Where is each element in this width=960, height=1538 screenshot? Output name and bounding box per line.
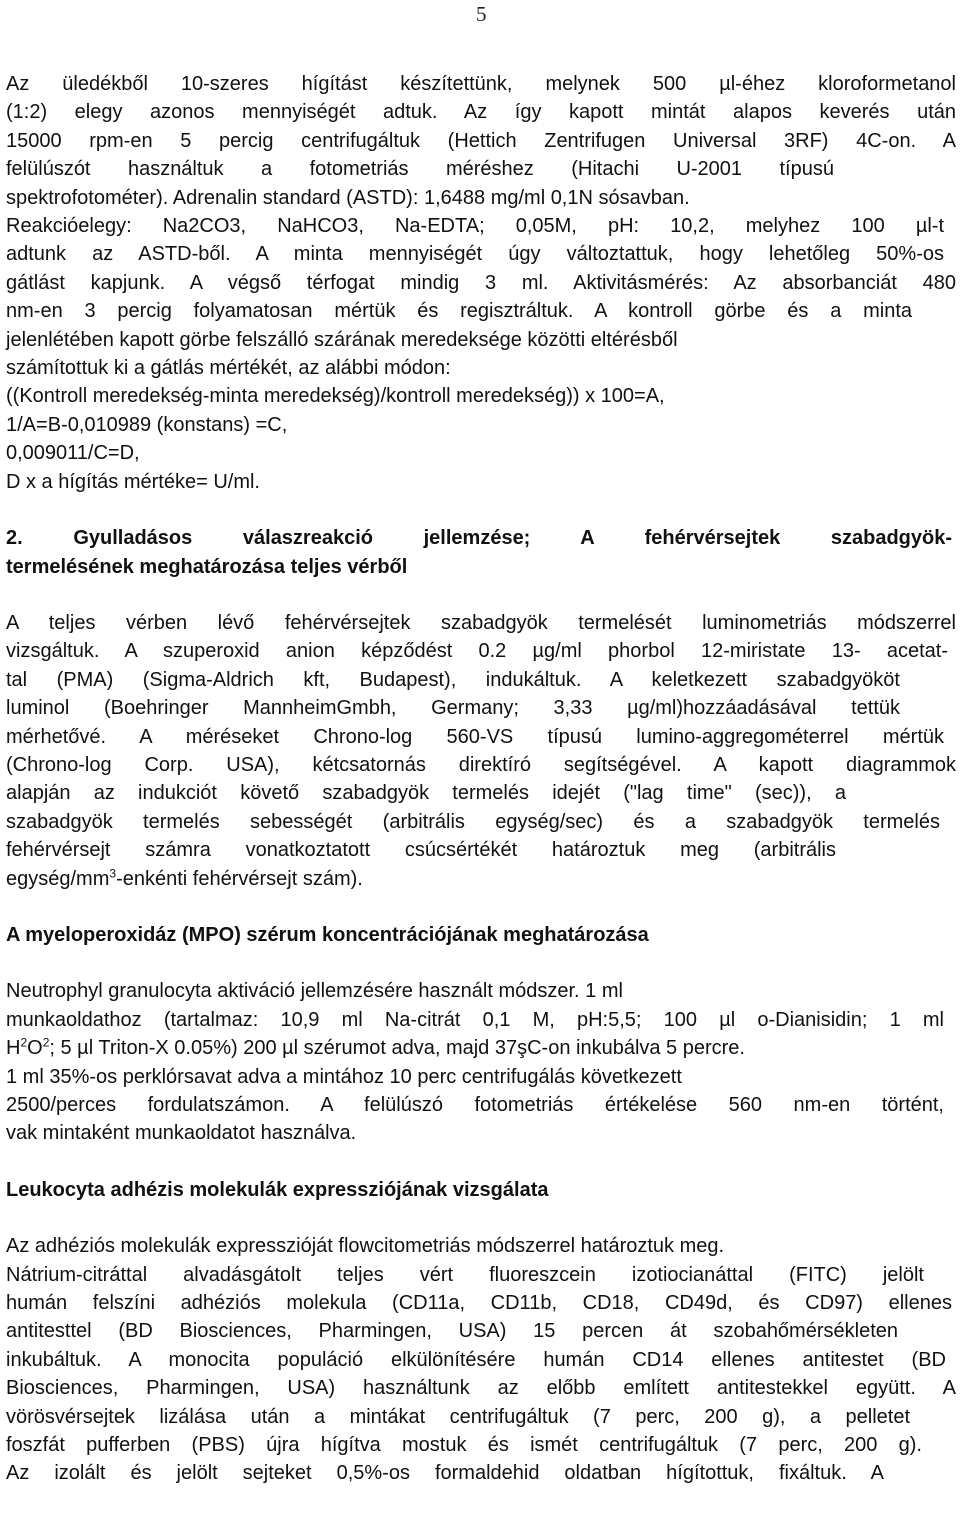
leukocyte-paragraph xyxy=(6,1232,956,1488)
superscript: 3 xyxy=(109,865,117,880)
text-line: fehérvérsejt számra vonatkoztatott csúcsértékét határoztuk meg (arbitrális xyxy=(6,839,836,862)
mpo-paragraph xyxy=(6,977,956,1147)
text-fragment: -enkénti fehérvérsejt szám). xyxy=(116,867,363,890)
heading-line: 2. Gyulladásos válaszreakció jellemzése; A fehérvérsejtek szabadgyök- xyxy=(6,527,952,550)
text-fragment: O xyxy=(27,1037,43,1060)
page-number: 5 xyxy=(476,2,487,26)
text-line: vizsgáltuk. A szuperoxid anion képződést 0.2 µg/ml phorbol 12-miristate 13- acetat- xyxy=(6,640,948,663)
section-2-paragraph xyxy=(6,609,956,893)
mpo-heading xyxy=(6,921,956,949)
text-line: foszfát pufferben (PBS) újra hígítva mostuk és ismét centrifugáltuk (7 perc, 200 g). xyxy=(6,1434,922,1457)
text-line: 1/A=B-0,010989 (konstans) =C, xyxy=(6,413,288,436)
text-line xyxy=(6,865,956,893)
text-line: luminol (Boehringer MannheimGmbh, Germany; 3,33 µg/ml)hozzáadásával tettük xyxy=(6,697,900,720)
leukocyte-heading xyxy=(6,1176,956,1204)
text-line: vörösvérsejtek lizálása után a mintákat centrifugáltuk (7 perc, 200 g), a pelletet xyxy=(6,1405,910,1428)
section-2-heading xyxy=(6,524,956,581)
text-line: munkaoldathoz (tartalmaz: 10,9 ml Na-citrát 0,1 M, pH:5,5; 100 µl o-Dianisidin; 1 ml xyxy=(6,1008,944,1031)
text-line: (1:2) elegy azonos mennyiségét adtuk. Az így kapott mintát alapos keverés után xyxy=(6,101,956,124)
text-fragment: H xyxy=(6,1037,21,1060)
text-line: Neutrophyl granulocyta aktiváció jellemzésére használt módszer. 1 ml xyxy=(6,980,623,1003)
heading-line: Leukocyta adhézis molekulák expressziójának vizsgálata xyxy=(6,1178,549,1201)
text-line: adtunk az ASTD-ből. A minta mennyiségét úgy változtattuk, hogy lehetőleg 50%-os xyxy=(6,243,944,266)
text-line: humán felszíni adhéziós molekula (CD11a, CD11b, CD18, CD49d, és CD97) ellenes xyxy=(6,1292,952,1315)
text-line: alapján az indukciót követő szabadgyök termelés idejét ("lag time" (sec)), a xyxy=(6,782,846,805)
text-line: Az adhéziós molekulák expresszióját flowcitometriás módszerrel határoztuk meg. xyxy=(6,1235,725,1258)
text-line: 2500/perces fordulatszámon. A felülúszó fotometriás értékelése 560 nm-en történt, xyxy=(6,1094,944,1116)
text-line: Reakcióelegy: Na2CO3, NaHCO3, Na-EDTA; 0,05M, pH: 10,2, melyhez 100 µl-t xyxy=(6,215,944,238)
text-line: Biosciences, Pharmingen, USA) használtunk az előbb említett antitestekkel együtt. A xyxy=(6,1377,956,1400)
superscript: 2 xyxy=(42,1035,50,1050)
text-line: antitesttel (BD Biosciences, Pharmingen, USA) 15 percen át szobahőmérsékleten xyxy=(6,1320,898,1343)
heading-line: termelésének meghatározása teljes vérből xyxy=(6,555,408,578)
text-line: mérhetővé. A méréseket Chrono-log 560-VS típusú lumino-aggregométerrel mértük xyxy=(6,725,944,748)
text-line: vak mintaként munkaoldatot használva. xyxy=(6,1122,357,1145)
text-line: nm-en 3 percig folyamatosan mértük és regisztráltuk. A kontroll görbe és a minta xyxy=(6,300,912,323)
text-line: Nátrium-citráttal alvadásgátolt teljes vért fluoreszcein izotiocianáttal (FITC) jelölt xyxy=(6,1263,924,1286)
text-line xyxy=(6,1034,956,1062)
text-line: A teljes vérben lévő fehérvérsejtek szabadgyök termelését luminometriás módszerrel xyxy=(6,611,956,634)
text-line: spektrofotométer). Adrenalin standard (ASTD): 1,6488 mg/ml 0,1N sósavban. xyxy=(6,186,690,209)
text-line: D x a hígítás mértéke= U/ml. xyxy=(6,470,260,493)
text-line: 15000 rpm-en 5 percig centrifugáltuk (Hettich Zentrifugen Universal 3RF) 4C-on. A xyxy=(6,129,956,152)
text-line: Az izolált és jelölt sejteket 0,5%-os formaldehid oldatban hígítottuk, fixáltuk. A xyxy=(6,1462,884,1485)
intro-paragraph xyxy=(6,70,956,496)
text-line: szabadgyök termelés sebességét (arbitrális egység/sec) és a szabadgyök termelés xyxy=(6,810,940,833)
text-line: (Chrono-log Corp. USA), kétcsatornás direktíró segítségével. A kapott diagrammok xyxy=(6,753,956,776)
text-line: 0,009011/C=D, xyxy=(6,442,140,465)
text-line: felülúszót használtuk a fotometriás méréshez (Hitachi U-2001 típusú xyxy=(6,158,834,181)
text-line: 1 ml 35%-os perklórsavat adva a mintához 10 perc centrifugálás következett xyxy=(6,1065,682,1088)
document-body xyxy=(6,70,956,1488)
text-fragment: ; 5 µl Triton-X 0.05%) 200 µl szérumot adva, majd 37şC-on inkubálva 5 percre. xyxy=(49,1037,745,1060)
text-line: ((Kontroll meredekség-minta meredekség)/kontroll meredekség)) x 100=A, xyxy=(6,385,665,408)
heading-line: A myeloperoxidáz (MPO) szérum koncentrációjának meghatározása xyxy=(6,923,649,946)
text-fragment: egység/mm xyxy=(6,867,110,890)
text-line: inkubáltuk. A monocita populáció elkülönítésére humán CD14 ellenes antitestet (BD xyxy=(6,1348,946,1371)
superscript: 2 xyxy=(20,1035,28,1050)
text-line: számítottuk ki a gátlás mértékét, az alábbi módon: xyxy=(6,357,451,380)
text-line: tal (PMA) (Sigma-Aldrich kft, Budapest), indukáltuk. A keletkezett szabadgyököt xyxy=(6,668,900,691)
text-line: jelenlétében kapott görbe felszálló szárának meredeksége közötti eltérésből xyxy=(6,328,678,351)
text-line: Az üledékből 10-szeres hígítást készítettünk, melynek 500 µl-éhez kloroformetanol xyxy=(6,73,956,95)
text-line: gátlást kapjunk. A végső térfogat mindig 3 ml. Aktivitásmérés: Az absorbanciát 480 xyxy=(6,271,956,294)
